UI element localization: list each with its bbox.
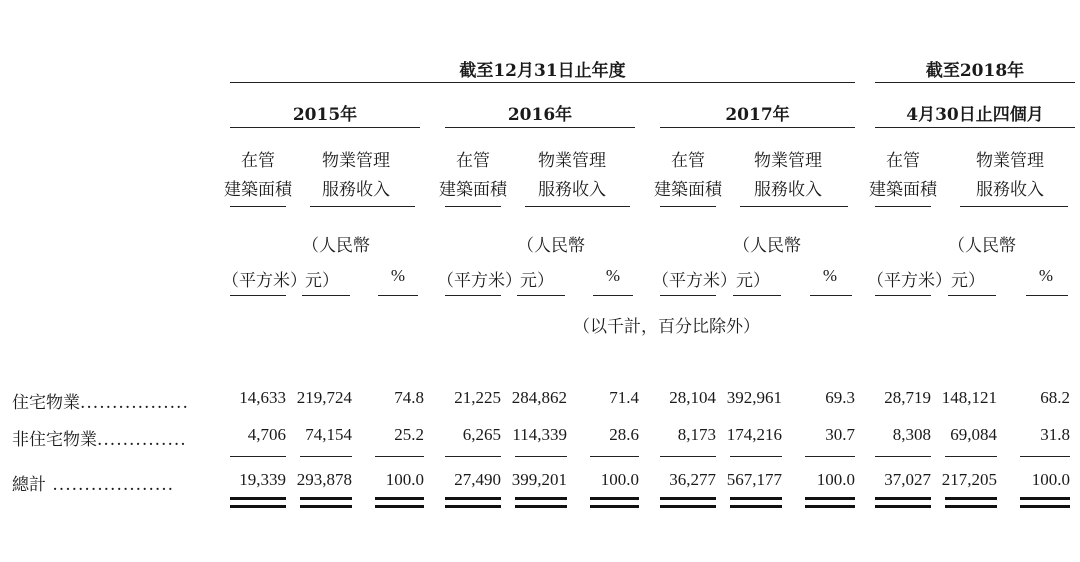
unit-rmb-line2: 元） xyxy=(520,271,554,291)
year-rule xyxy=(875,127,1075,128)
unit-pct: % xyxy=(605,266,621,285)
table-cell: 100.0 xyxy=(816,470,855,489)
unit-rmb-line2: 元） xyxy=(736,271,770,291)
unit-rule xyxy=(230,295,286,296)
total-double-rule xyxy=(1020,497,1070,500)
table-cell: 69.3 xyxy=(825,388,855,407)
table-cell: 69,084 xyxy=(950,425,997,444)
row-label-total: 總計 ................... xyxy=(12,475,175,495)
subtotal-rule xyxy=(1020,456,1070,457)
revenue-header-line2: 服務收入 xyxy=(754,180,822,200)
period-header-partial: 截至2018年 xyxy=(925,61,1025,81)
table-cell: 567,177 xyxy=(726,470,782,489)
total-double-rule xyxy=(375,505,424,508)
table-cell: 4,706 xyxy=(247,425,286,444)
year-rule xyxy=(230,127,420,128)
subheader-rule xyxy=(660,206,716,207)
unit-pct: % xyxy=(1038,266,1054,285)
table-cell: 100.0 xyxy=(600,470,639,489)
units-note: （以千計，百分比除外） xyxy=(573,317,760,337)
total-double-rule xyxy=(230,497,286,500)
unit-rule xyxy=(948,295,996,296)
subheader-rule xyxy=(310,206,415,207)
gfa-header-line2: 建築面積 xyxy=(654,180,722,200)
total-double-rule xyxy=(515,505,567,508)
subtotal-rule xyxy=(445,456,501,457)
table-cell: 174,216 xyxy=(726,425,782,444)
table-cell: 219,724 xyxy=(296,388,352,407)
unit-sqm: （平方米） xyxy=(437,271,522,291)
period-header-full-year: 截至12月31日止年度 xyxy=(459,61,626,81)
unit-rmb-line2: 元） xyxy=(305,271,339,291)
total-double-rule xyxy=(805,497,855,500)
year-header-2018: 4月30日止四個月 xyxy=(906,105,1044,125)
gfa-header-line1: 在管 xyxy=(241,151,275,171)
year-header-2016: 2016年 xyxy=(507,105,573,125)
total-double-rule xyxy=(945,497,997,500)
year-rule xyxy=(445,127,635,128)
unit-rule xyxy=(875,295,931,296)
total-double-rule xyxy=(230,505,286,508)
subtotal-rule xyxy=(945,456,997,457)
table-cell: 392,961 xyxy=(726,388,782,407)
table-cell: 293,878 xyxy=(296,470,352,489)
gfa-header-line1: 在管 xyxy=(886,151,920,171)
revenue-header-line2: 服務收入 xyxy=(538,180,606,200)
unit-rule xyxy=(733,295,781,296)
total-double-rule xyxy=(730,497,782,500)
table-cell: 21,225 xyxy=(454,388,501,407)
year-header-2015: 2015年 xyxy=(292,105,358,125)
gfa-header-line1: 在管 xyxy=(671,151,705,171)
subheader-rule xyxy=(230,206,286,207)
total-double-rule xyxy=(730,505,782,508)
year-rule xyxy=(660,127,855,128)
subtotal-rule xyxy=(660,456,716,457)
total-double-rule xyxy=(300,505,352,508)
total-double-rule xyxy=(375,497,424,500)
total-double-rule xyxy=(875,505,931,508)
table-cell: 27,490 xyxy=(454,470,501,489)
total-double-rule xyxy=(590,497,639,500)
subheader-rule xyxy=(960,206,1068,207)
table-cell: 8,308 xyxy=(892,425,931,444)
unit-rule xyxy=(660,295,716,296)
unit-rule xyxy=(302,295,350,296)
total-double-rule xyxy=(515,497,567,500)
unit-sqm: （平方米） xyxy=(222,271,307,291)
revenue-header-line1: 物業管理 xyxy=(538,151,606,171)
total-double-rule xyxy=(805,505,855,508)
table-cell: 148,121 xyxy=(941,388,997,407)
table-cell: 14,633 xyxy=(239,388,286,407)
subtotal-rule xyxy=(300,456,352,457)
total-double-rule xyxy=(875,497,931,500)
subtotal-rule xyxy=(375,456,424,457)
unit-rmb-line1: （人民幣 xyxy=(948,236,1016,256)
revenue-header-line1: 物業管理 xyxy=(754,151,822,171)
unit-rule xyxy=(445,295,501,296)
gfa-header-line2: 建築面積 xyxy=(224,180,292,200)
table-cell: 399,201 xyxy=(511,470,567,489)
unit-rule xyxy=(378,295,418,296)
header-rule xyxy=(875,82,1075,83)
subheader-rule xyxy=(525,206,630,207)
table-cell: 31.8 xyxy=(1040,425,1070,444)
table-cell: 6,265 xyxy=(462,425,501,444)
table-cell: 36,277 xyxy=(669,470,716,489)
subtotal-rule xyxy=(875,456,931,457)
table-cell: 74,154 xyxy=(305,425,352,444)
unit-rmb-line1: （人民幣 xyxy=(517,236,585,256)
total-double-rule xyxy=(1020,505,1070,508)
table-cell: 217,205 xyxy=(941,470,997,489)
subtotal-rule xyxy=(805,456,855,457)
table-cell: 8,173 xyxy=(677,425,716,444)
table-cell: 28,719 xyxy=(884,388,931,407)
gfa-header-line2: 建築面積 xyxy=(869,180,937,200)
total-double-rule xyxy=(660,497,716,500)
total-double-rule xyxy=(945,505,997,508)
subtotal-rule xyxy=(515,456,567,457)
unit-rule xyxy=(593,295,633,296)
table-cell: 28.6 xyxy=(609,425,639,444)
subtotal-rule xyxy=(230,456,286,457)
revenue-header-line1: 物業管理 xyxy=(976,151,1044,171)
table-cell: 30.7 xyxy=(825,425,855,444)
row-label-non-residential: 非住宅物業.............. xyxy=(12,430,187,450)
unit-rule xyxy=(810,295,852,296)
total-double-rule xyxy=(445,505,501,508)
unit-sqm: （平方米） xyxy=(652,271,737,291)
header-rule xyxy=(230,82,855,83)
table-cell: 114,339 xyxy=(512,425,567,444)
table-cell: 100.0 xyxy=(385,470,424,489)
subtotal-rule xyxy=(730,456,782,457)
table-cell: 284,862 xyxy=(511,388,567,407)
unit-rule xyxy=(517,295,565,296)
revenue-header-line2: 服務收入 xyxy=(976,180,1044,200)
revenue-header-line2: 服務收入 xyxy=(322,180,390,200)
unit-sqm: （平方米） xyxy=(867,271,952,291)
table-cell: 74.8 xyxy=(394,388,424,407)
unit-rmb-line1: （人民幣 xyxy=(302,236,370,256)
subheader-rule xyxy=(445,206,501,207)
total-double-rule xyxy=(300,497,352,500)
total-double-rule xyxy=(590,505,639,508)
subheader-rule xyxy=(740,206,848,207)
revenue-header-line1: 物業管理 xyxy=(322,151,390,171)
table-cell: 37,027 xyxy=(884,470,931,489)
unit-pct: % xyxy=(822,266,838,285)
unit-rule xyxy=(1026,295,1068,296)
year-header-2017: 2017年 xyxy=(725,105,790,125)
table-cell: 25.2 xyxy=(394,425,424,444)
gfa-header-line2: 建築面積 xyxy=(439,180,507,200)
subtotal-rule xyxy=(590,456,639,457)
table-cell: 19,339 xyxy=(239,470,286,489)
subheader-rule xyxy=(875,206,931,207)
unit-pct: % xyxy=(390,266,406,285)
row-label-residential: 住宅物業................. xyxy=(12,393,189,413)
table-cell: 100.0 xyxy=(1031,470,1070,489)
table-cell: 28,104 xyxy=(669,388,716,407)
total-double-rule xyxy=(445,497,501,500)
gfa-header-line1: 在管 xyxy=(456,151,490,171)
table-cell: 71.4 xyxy=(609,388,639,407)
total-double-rule xyxy=(660,505,716,508)
unit-rmb-line2: 元） xyxy=(951,271,985,291)
table-cell: 68.2 xyxy=(1040,388,1070,407)
unit-rmb-line1: （人民幣 xyxy=(733,236,801,256)
